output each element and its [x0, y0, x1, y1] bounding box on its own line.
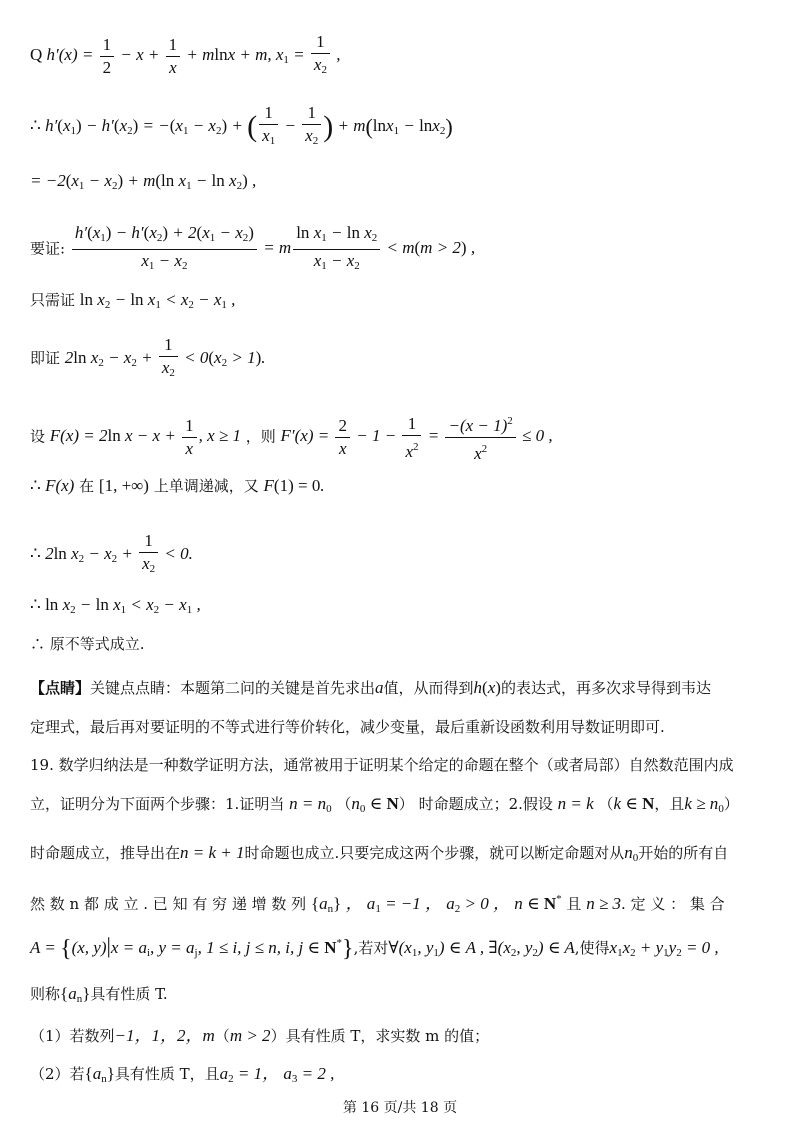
- problem-19-line-1: [30, 754, 734, 776]
- p2-text-b: 时命题成立；2.假设: [418, 795, 553, 813]
- problem-text-1: 数学归纳法是一种数学证明方法，通常被用于证明某个给定的命题在整个（或者局部）自然数范围内成: [58, 756, 734, 774]
- equivalent-line: 即证 2ln $x_2 - x_2$ + $\frac{1}{x_2}$ < $0(x_2 > 1)$.: [30, 335, 266, 379]
- comment-line-1: 【点睛】关键点点睛：本题第二问的关键是首先求出a值，从而得到h(x)的表达式，再多次求导得到韦达: [30, 678, 711, 697]
- final-conclusion: ∴ 原不等式成立.: [30, 635, 145, 653]
- q1-text-b: 具有性质 T，求实数 m 的值；: [285, 1027, 490, 1045]
- log-inequality-line: ∴ $\ln x_2 - \ln x_1 < x_2 - x_1$ ,: [30, 595, 201, 616]
- p4-text-c: . 定 义 ： 集 合: [621, 895, 725, 913]
- problem-19-line-6: 则称$\{a_n\}$具有性质 T.: [30, 984, 168, 1005]
- p2-text-c: ，且: [654, 795, 685, 813]
- p4-text-b: 且: [566, 895, 582, 913]
- p3-text-c: 开始的所有自: [638, 844, 729, 862]
- need-prove-label: 只需证: [30, 291, 76, 309]
- p6-text-b: 具有性质 T.: [90, 985, 168, 1003]
- equivalent-label: 即证: [30, 348, 61, 367]
- p4-text-a: 然 数 n 都 成 立 . 已 知 有 穷 递 增 数 列: [30, 895, 307, 913]
- monotonic-text: 上单调递减，又: [153, 477, 259, 495]
- problem-19-line-4: 然 数 n 都 成 立 . 已 知 有 穷 递 增 数 列 $\{a_n\}$ ， $a_1 = -1$ ， $a_2 > 0$ ， n ∈ N* 且 n ≥ 3. 定 义 ： 集 合: [30, 893, 725, 915]
- derivative-line: Q h′(x) = $\frac{1}{2}$ − x + $\frac{1}{x}$ + mlnx + m, $x_1$ = $\frac{1}{x_2}$ ,: [30, 32, 341, 77]
- q1-text-a: （1）若数列: [30, 1027, 115, 1045]
- problem-19-line-3: 时命题成立，推导出在n = k + 1时命题也成立.只要完成这两个步骤，就可以断定命题对从$n_0$开始的所有自: [30, 843, 729, 864]
- p2-text-a: 立，证明分为下面两个步骤：1.证明当: [30, 795, 285, 813]
- comment-line-2: 定理式，最后再对要证明的不等式进行等价转化，减少变量，最后重新设函数利用导数证明即可.: [30, 718, 665, 736]
- p5-text-b: ,使得: [574, 939, 610, 957]
- then-label: ，则: [245, 427, 276, 446]
- comment-text-b: 值，从而得到: [383, 679, 474, 697]
- problem-number: 19.: [30, 756, 54, 774]
- simplified-line: = $-2(x_1 - x_2) + m(\ln$ $x_1 - \ln x_2$) ,: [30, 171, 257, 192]
- q2-text-b: 具有性质 T，且: [114, 1065, 220, 1083]
- comment-text-a: 关键点点睛：本题第二问的关键是首先求出: [90, 679, 376, 697]
- define-label: 设: [30, 427, 46, 446]
- p5-text-a: ,若对: [353, 939, 389, 957]
- subquestion-1: （1）若数列−1，1，2，m（m > 2）具有性质 T，求实数 m 的值；: [30, 1026, 490, 1045]
- subquestion-2: （2）若$\{a_n\}$具有性质 T，且$a_2 = 1$， $a_3 = 2$ ,: [30, 1064, 335, 1085]
- comment-label: 【点睛】: [30, 679, 91, 697]
- comment-text-c: 的表达式，再多次求导得到韦达: [500, 679, 711, 697]
- to-prove-line: 要证: $\frac{h'(x_1) - h'(x_2) + 2(x_1 - x_2)}{x_1 - x_2}$ = m $\frac{\ln x_1 - \ln x_2}{x_1 - x_2}$ < m(m > 2) ,: [30, 223, 476, 272]
- difference-line: ∴ $h'(x_1) - h'(x_2) = -(x_1 - x_2)$ + ( $\frac{1}{x_1}$ − $\frac{1}{x_2}$ ) + m(lnx$_1$ − lnx$_2$): [30, 103, 453, 147]
- p3-text-b: 时命题也成立.只要完成这两个步骤，就可以断定命题对从: [244, 844, 625, 862]
- page-footer: 第 16 页/共 18 页: [342, 1100, 458, 1116]
- p3-text-a: 时命题成立，推导出在: [30, 844, 181, 862]
- to-prove-label: 要证:: [30, 239, 66, 258]
- problem-19-line-5: A = {(x, $y)|x = a_i$, $y = a_j$, 1 ≤ i, j ≤ n, i, j ∈ N*},若对$\forall(x_1$, $y_1$) ∈ A , $\exists(x_2$, $y_2$) ∈ A,使得$x_1x_2 + y_1y_2 = 0$ ,: [30, 933, 719, 963]
- problem-19-line-2: 立，证明分为下面两个步骤：1.证明当 $n = n_0$ （$n_0$ ∈ N） 时命题成立；2.假设 n = k （k ∈ N，且$k \ge n_0$）: [30, 794, 739, 815]
- q2-text-a: （2）若: [30, 1065, 85, 1083]
- monotonic-line: ∴ F(x) 在 [1, +∞) 上单调递减，又 F(1) = 0.: [30, 476, 325, 495]
- conclusion-inequality-line: ∴ 2ln $x_2 - x_2$ + $\frac{1}{x_2}$ < 0.: [30, 531, 193, 575]
- p6-text-a: 则称: [30, 985, 61, 1003]
- monotonic-at: 在: [79, 477, 95, 495]
- need-prove-line: 只需证 $\ln x_2 - \ln x_1 < x_2 - x_1$ ,: [30, 290, 236, 311]
- define-function-line: 设 F(x) = 2ln x − x + $\frac{1}{x}$ , x ≥ 1 ，则 F′(x) = $\frac{2}{x}$ − 1 − $\frac{1}{x^2}$ = $\frac{-(x - 1)^2}{x^2}$ ≤ 0 ,: [30, 410, 553, 465]
